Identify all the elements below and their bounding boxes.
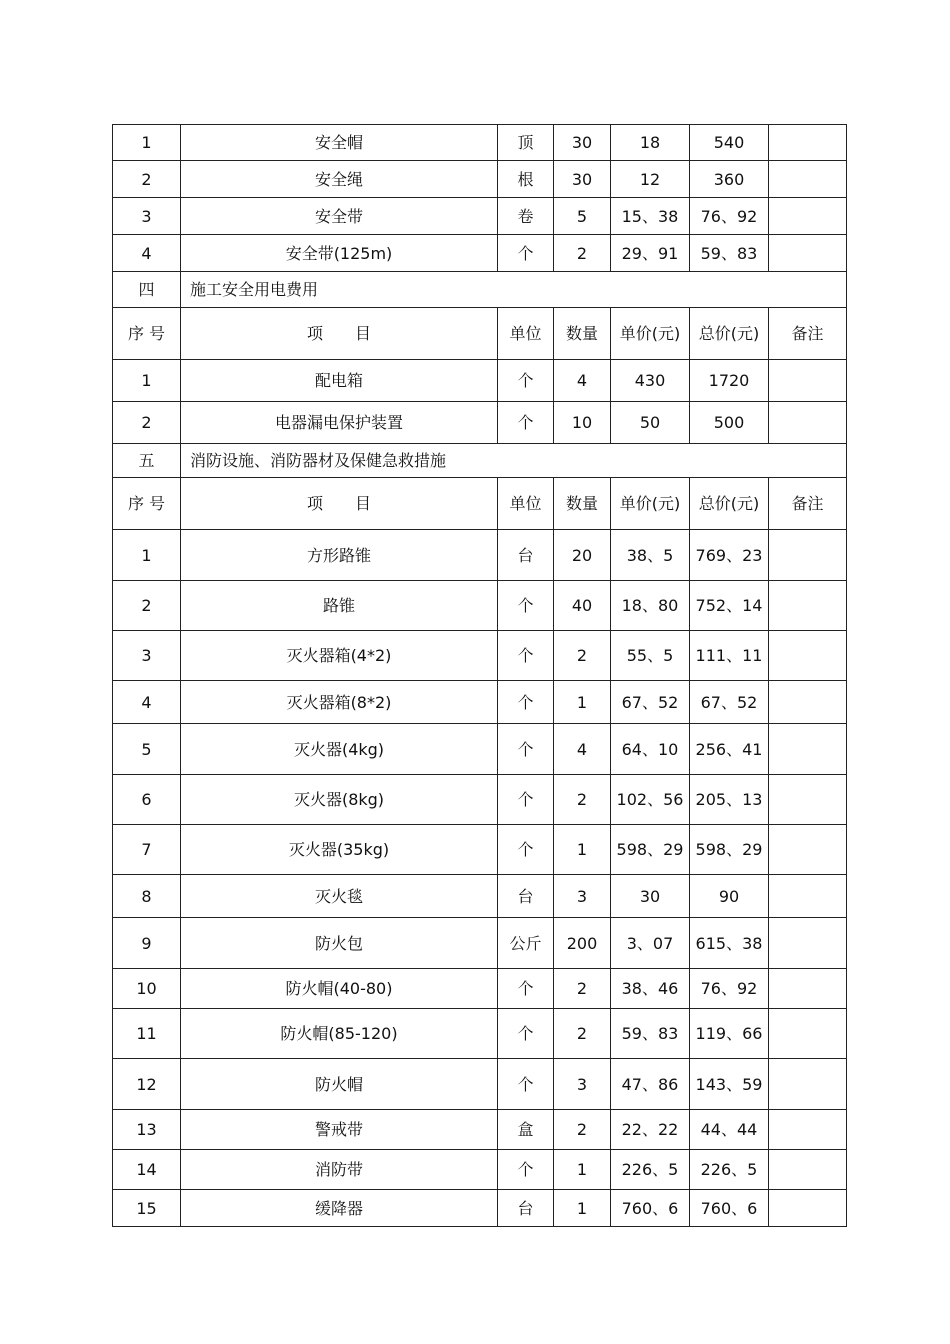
row-number: 11: [113, 1009, 181, 1059]
quantity: 40: [554, 581, 611, 631]
table-row: [113, 1190, 847, 1227]
row-number: 7: [113, 825, 181, 875]
remark: [769, 360, 847, 402]
unit-price: 30: [611, 875, 690, 918]
section-title: 施工安全用电费用: [181, 272, 847, 308]
header-remark: 备注: [769, 308, 847, 360]
item-name: 安全帽: [181, 125, 498, 161]
item-name: 灭火器(8kg): [181, 775, 498, 825]
total-price: 76、92: [690, 969, 769, 1009]
row-number: 4: [113, 681, 181, 724]
table-row: [113, 161, 847, 198]
item-name: 安全绳: [181, 161, 498, 198]
row-number: 4: [113, 235, 181, 272]
unit: 个: [498, 631, 554, 681]
row-number: 8: [113, 875, 181, 918]
row-number: 9: [113, 918, 181, 969]
total-price: 256、41: [690, 724, 769, 775]
unit-price: 50: [611, 402, 690, 444]
unit: 台: [498, 875, 554, 918]
quantity: 1: [554, 825, 611, 875]
remark: [769, 198, 847, 235]
table-row: [113, 875, 847, 918]
total-price: 90: [690, 875, 769, 918]
unit-price: 18、80: [611, 581, 690, 631]
header-unit: 单位: [498, 478, 554, 530]
total-price: 59、83: [690, 235, 769, 272]
remark: [769, 724, 847, 775]
unit: 个: [498, 969, 554, 1009]
total-price: 360: [690, 161, 769, 198]
row-number: 1: [113, 530, 181, 581]
item-name: 电器漏电保护装置: [181, 402, 498, 444]
unit-price: 29、91: [611, 235, 690, 272]
remark: [769, 1059, 847, 1110]
row-number: 2: [113, 402, 181, 444]
header-unit-price: 单价(元): [611, 478, 690, 530]
table-row: [113, 775, 847, 825]
quantity: 2: [554, 631, 611, 681]
header-remark: 备注: [769, 478, 847, 530]
item-name: 方形路锥: [181, 530, 498, 581]
total-price: 1720: [690, 360, 769, 402]
remark: [769, 681, 847, 724]
header-qty: 数量: [554, 308, 611, 360]
remark: [769, 125, 847, 161]
header-total-price: 总价(元): [690, 308, 769, 360]
remark: [769, 875, 847, 918]
table-row: [113, 1059, 847, 1110]
row-number: 5: [113, 724, 181, 775]
item-name: 防火包: [181, 918, 498, 969]
row-number: 1: [113, 360, 181, 402]
table-row: [113, 681, 847, 724]
unit-price: 226、5: [611, 1150, 690, 1190]
table-row: [113, 198, 847, 235]
row-number: 14: [113, 1150, 181, 1190]
unit-price: 67、52: [611, 681, 690, 724]
total-price: 540: [690, 125, 769, 161]
column-header: [113, 478, 847, 530]
total-price: 205、13: [690, 775, 769, 825]
item-name: 安全带(125m): [181, 235, 498, 272]
quantity: 4: [554, 724, 611, 775]
total-price: 752、14: [690, 581, 769, 631]
quantity: 30: [554, 161, 611, 198]
table-row: [113, 530, 847, 581]
quantity: 2: [554, 235, 611, 272]
row-number: 1: [113, 125, 181, 161]
quantity: 3: [554, 1059, 611, 1110]
unit-price: 22、22: [611, 1110, 690, 1150]
table-row: [113, 969, 847, 1009]
header-item: 项 目: [181, 308, 498, 360]
quantity: 2: [554, 1110, 611, 1150]
quantity: 20: [554, 530, 611, 581]
item-name: 防火帽(40-80): [181, 969, 498, 1009]
total-price: 44、44: [690, 1110, 769, 1150]
table-row: [113, 918, 847, 969]
unit: 个: [498, 681, 554, 724]
total-price: 76、92: [690, 198, 769, 235]
table-row: [113, 1150, 847, 1190]
remark: [769, 235, 847, 272]
quantity: 3: [554, 875, 611, 918]
unit: 个: [498, 825, 554, 875]
unit: 个: [498, 402, 554, 444]
column-header-row: [113, 308, 847, 360]
quantity: 4: [554, 360, 611, 402]
unit-price: 430: [611, 360, 690, 402]
header-seq: 序 号: [113, 478, 181, 530]
item-name: 灭火毯: [181, 875, 498, 918]
total-price: 143、59: [690, 1059, 769, 1110]
table-row: [113, 825, 847, 875]
header-total-price: 总价(元): [690, 478, 769, 530]
item-name: 防火帽(85-120): [181, 1009, 498, 1059]
total-price: 226、5: [690, 1150, 769, 1190]
unit: 台: [498, 530, 554, 581]
quantity: 200: [554, 918, 611, 969]
unit: 卷: [498, 198, 554, 235]
column-header-row: [113, 478, 847, 530]
table-row: [113, 125, 847, 161]
row-number: 12: [113, 1059, 181, 1110]
remark: [769, 402, 847, 444]
quantity: 2: [554, 775, 611, 825]
unit: 顶: [498, 125, 554, 161]
unit-price: 598、29: [611, 825, 690, 875]
row-number: 2: [113, 581, 181, 631]
header-qty: 数量: [554, 478, 611, 530]
unit-price: 64、10: [611, 724, 690, 775]
unit: 根: [498, 161, 554, 198]
row-number: 15: [113, 1190, 181, 1227]
table-row: [113, 1110, 847, 1150]
table-row: [113, 235, 847, 272]
remark: [769, 1190, 847, 1227]
remark: [769, 825, 847, 875]
unit-price: 18: [611, 125, 690, 161]
row-number: 10: [113, 969, 181, 1009]
table-row: [113, 724, 847, 775]
remark: [769, 1009, 847, 1059]
quantity: 2: [554, 969, 611, 1009]
unit-price: 59、83: [611, 1009, 690, 1059]
section-4-body: [113, 360, 847, 444]
row-number: 6: [113, 775, 181, 825]
item-name: 安全带: [181, 198, 498, 235]
unit: 个: [498, 581, 554, 631]
unit: 个: [498, 724, 554, 775]
table-row: [113, 402, 847, 444]
remark: [769, 631, 847, 681]
section-number: 五: [113, 444, 181, 478]
item-name: 防火帽: [181, 1059, 498, 1110]
section-5-body: [113, 530, 847, 1227]
quantity: 30: [554, 125, 611, 161]
row-number: 3: [113, 198, 181, 235]
total-price: 119、66: [690, 1009, 769, 1059]
item-name: 警戒带: [181, 1110, 498, 1150]
unit: 台: [498, 1190, 554, 1227]
column-header: [113, 308, 847, 360]
remark: [769, 918, 847, 969]
section-title: 消防设施、消防器材及保健急救措施: [181, 444, 847, 478]
quantity: 2: [554, 1009, 611, 1059]
row-number: 2: [113, 161, 181, 198]
unit: 个: [498, 1009, 554, 1059]
total-price: 769、23: [690, 530, 769, 581]
unit: 盒: [498, 1110, 554, 1150]
section-5-header: [113, 444, 847, 478]
header-unit: 单位: [498, 308, 554, 360]
remark: [769, 581, 847, 631]
unit: 个: [498, 1150, 554, 1190]
remark: [769, 1150, 847, 1190]
total-price: 760、6: [690, 1190, 769, 1227]
section-number: 四: [113, 272, 181, 308]
quantity: 1: [554, 681, 611, 724]
remark: [769, 161, 847, 198]
unit-price: 38、5: [611, 530, 690, 581]
item-name: 配电箱: [181, 360, 498, 402]
quantity: 5: [554, 198, 611, 235]
row-number: 3: [113, 631, 181, 681]
total-price: 67、52: [690, 681, 769, 724]
cost-table: [112, 124, 847, 1227]
unit-price: 12: [611, 161, 690, 198]
header-seq: 序 号: [113, 308, 181, 360]
item-name: 消防带: [181, 1150, 498, 1190]
group-a-body: [113, 125, 847, 272]
item-name: 路锥: [181, 581, 498, 631]
item-name: 缓降器: [181, 1190, 498, 1227]
table-row: [113, 581, 847, 631]
table-row: [113, 1009, 847, 1059]
remark: [769, 1110, 847, 1150]
quantity: 1: [554, 1150, 611, 1190]
item-name: 灭火器箱(4*2): [181, 631, 498, 681]
table-row: [113, 631, 847, 681]
unit: 个: [498, 360, 554, 402]
total-price: 598、29: [690, 825, 769, 875]
unit-price: 760、6: [611, 1190, 690, 1227]
unit-price: 55、5: [611, 631, 690, 681]
unit-price: 15、38: [611, 198, 690, 235]
quantity: 10: [554, 402, 611, 444]
unit-price: 47、86: [611, 1059, 690, 1110]
unit: 个: [498, 235, 554, 272]
remark: [769, 969, 847, 1009]
unit: 个: [498, 1059, 554, 1110]
header-item: 项 目: [181, 478, 498, 530]
unit: 个: [498, 775, 554, 825]
row-number: 13: [113, 1110, 181, 1150]
unit: 公斤: [498, 918, 554, 969]
item-name: 灭火器(35kg): [181, 825, 498, 875]
item-name: 灭火器箱(8*2): [181, 681, 498, 724]
remark: [769, 775, 847, 825]
total-price: 500: [690, 402, 769, 444]
unit-price: 3、07: [611, 918, 690, 969]
total-price: 111、11: [690, 631, 769, 681]
total-price: 615、38: [690, 918, 769, 969]
remark: [769, 530, 847, 581]
quantity: 1: [554, 1190, 611, 1227]
unit-price: 102、56: [611, 775, 690, 825]
section-4-header: [113, 272, 847, 308]
table-row: [113, 360, 847, 402]
item-name: 灭火器(4kg): [181, 724, 498, 775]
header-unit-price: 单价(元): [611, 308, 690, 360]
unit-price: 38、46: [611, 969, 690, 1009]
